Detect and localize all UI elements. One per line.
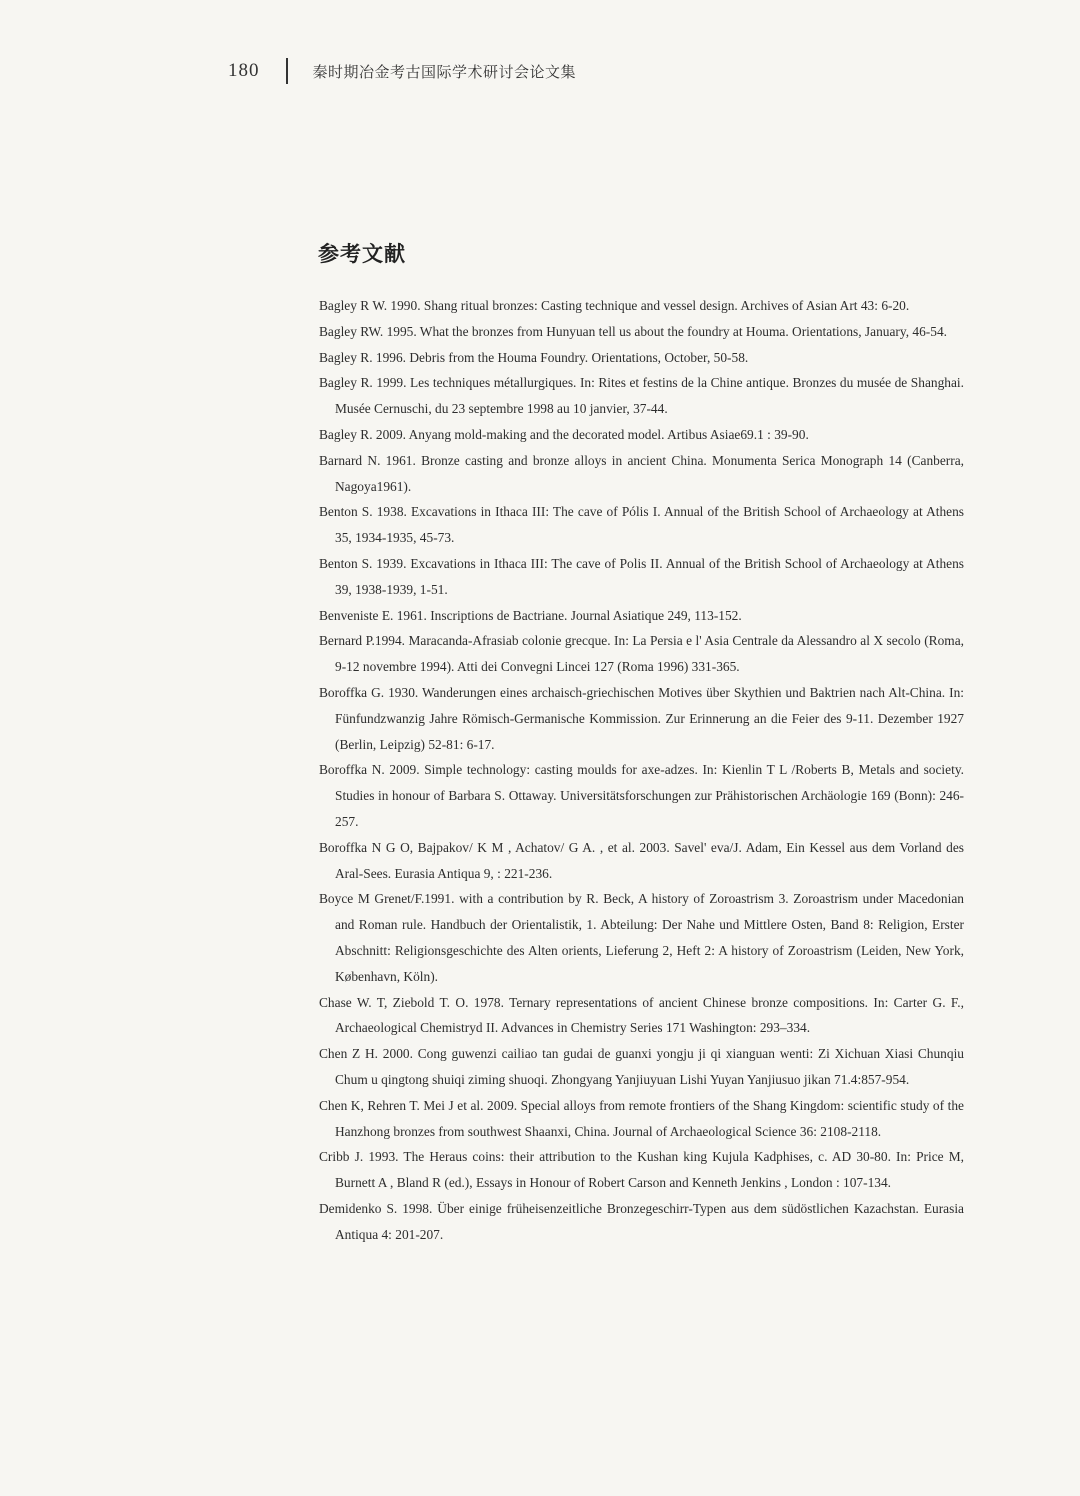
reference-item: Chen Z H. 2000. Cong guwenzi cailiao tan gudai de guanxi yongju ji qi xianguan wenti: Zi Xichuan Xiasi Chunqiu Chum u qingtong shuiqi ziming shuoqi. Zhongyang Yanjiuyuan Lishi Yuyan Yanjiusuo jikan 71.4:857-954.: [319, 1046, 964, 1087]
reference-item: Chen K, Rehren T. Mei J et al. 2009. Special alloys from remote frontiers of the Shang Kingdom: scientific study of the Hanzhong bronzes from southwest Shaanxi, China. Journal of Archaeological Science 36: 2108-2118.: [319, 1097, 964, 1139]
reference-item: Benveniste E. 1961. Inscriptions de Bactriane. Journal Asiatique 249, 113-152.: [319, 607, 742, 623]
reference-item: Boyce M Grenet/F.1991. with a contribution by R. Beck, A history of Zoroastrism 3. Zoroastrism under Macedonian and Roman rule. Handbuch der Orientalistik, 1. Abteilung: Der Nahe und Mittlere Osten, Band 8: Religion, Erster Abschnitt: Religionsgeschichte des Alten orients, Lieferung 2, Heft 2: A history of Zoroastrism (Leiden, New York, København, Köln).: [319, 891, 964, 984]
reference-item: Benton S. 1939. Excavations in Ithaca III: The cave of Polis II. Annual of the British School of Archaeology at Athens 39, 1938-1939, 1-51.: [319, 555, 964, 597]
reference-item: Demidenko S. 1998. Über einige früheisenzeitliche Bronzegeschirr-Typen aus dem südöstlichen Kazachstan. Eurasia Antiqua 4: 201-207.: [319, 1200, 964, 1242]
reference-item: Bagley R W. 1990. Shang ritual bronzes: Casting technique and vessel design. Archives of Asian Art 43: 6-20.: [319, 298, 910, 313]
reference-item: Boroffka N G O, Bajpakov/ K M , Achatov/ G A. , et al. 2003. Savel' eva/J. Adam, Ein Kessel aus dem Vorland des Aral-Sees. Eurasia Antiqua 9, : 221-236.: [319, 839, 964, 881]
header-divider: [286, 58, 288, 84]
reference-item: Bernard P.1994. Maracanda-Afrasiab colonie grecque. In: La Persia e l' Asia Centrale da Alessandro al X secolo (Roma, 9-12 novembre 1994). Atti dei Convegni Lincei 127 (Roma 1996) 331-365.: [319, 633, 964, 675]
reference-list: [319, 293, 964, 1247]
reference-item: Bagley R. 1999. Les techniques métallurgiques. In: Rites et festins de la Chine antique. Bronzes du musée de Shanghai. Musée Cernuschi, du 23 septembre 1998 au 10 janvier, 37-44.: [319, 375, 964, 417]
reference-item: Barnard N. 1961. Bronze casting and bronze alloys in ancient China. Monumenta Serica Monograph 14 (Canberra, Nagoya1961).: [319, 452, 964, 494]
section-heading: 参考文献: [318, 242, 406, 266]
reference-item: Bagley R. 1996. Debris from the Houma Foundry. Orientations, October, 50-58.: [319, 349, 749, 365]
reference-item: Cribb J. 1993. The Heraus coins: their attribution to the Kushan king Kujula Kadphises, c. AD 30-80. In: Price M, Burnett A , Bland R (ed.), Essays in Honour of Robert Carson and Kenneth Jenkins , London : 107-134.: [319, 1149, 964, 1191]
reference-item: Chase W. T, Ziebold T. O. 1978. Ternary representations of ancient Chinese bronze compositions. In: Carter G. F., Archaeological Chemistryd II. Advances in Chemistry Series 171 Washington: 293–334.: [319, 994, 964, 1036]
running-head: [228, 56, 576, 86]
reference-item: Boroffka G. 1930. Wanderungen eines archaisch-griechischen Motives über Skythien und Baktrien nach Alt-China. In: Fünfundzwanzig Jahre Römisch-Germanische Kommission. Zur Erinnerung an die Feier des 9-11. Dezember 1927 (Berlin, Leipzig) 52-81: 6-17.: [319, 684, 964, 752]
book-title: 秦时期冶金考古国际学术研讨会论文集: [312, 64, 577, 81]
reference-item: Bagley R. 2009. Anyang mold-making and the decorated model. Artibus Asiae69.1 : 39-90.: [319, 426, 809, 442]
reference-item: Benton S. 1938. Excavations in Ithaca III: The cave of Pólis I. Annual of the British School of Archaeology at Athens 35, 1934-1935, 45-73.: [319, 504, 964, 546]
reference-item: Boroffka N. 2009. Simple technology: casting moulds for axe-adzes. In: Kienlin T L /Roberts B, Metals and society. Studies in honour of Barbara S. Ottaway. Universitätsforschungen zur Prähistorischen Archäologie 169 (Bonn): 246-257.: [319, 762, 964, 829]
reference-item: Bagley RW. 1995. What the bronzes from Hunyuan tell us about the foundry at Houma. Orientations, January, 46-54.: [319, 323, 947, 339]
page-number: 180: [228, 60, 260, 81]
